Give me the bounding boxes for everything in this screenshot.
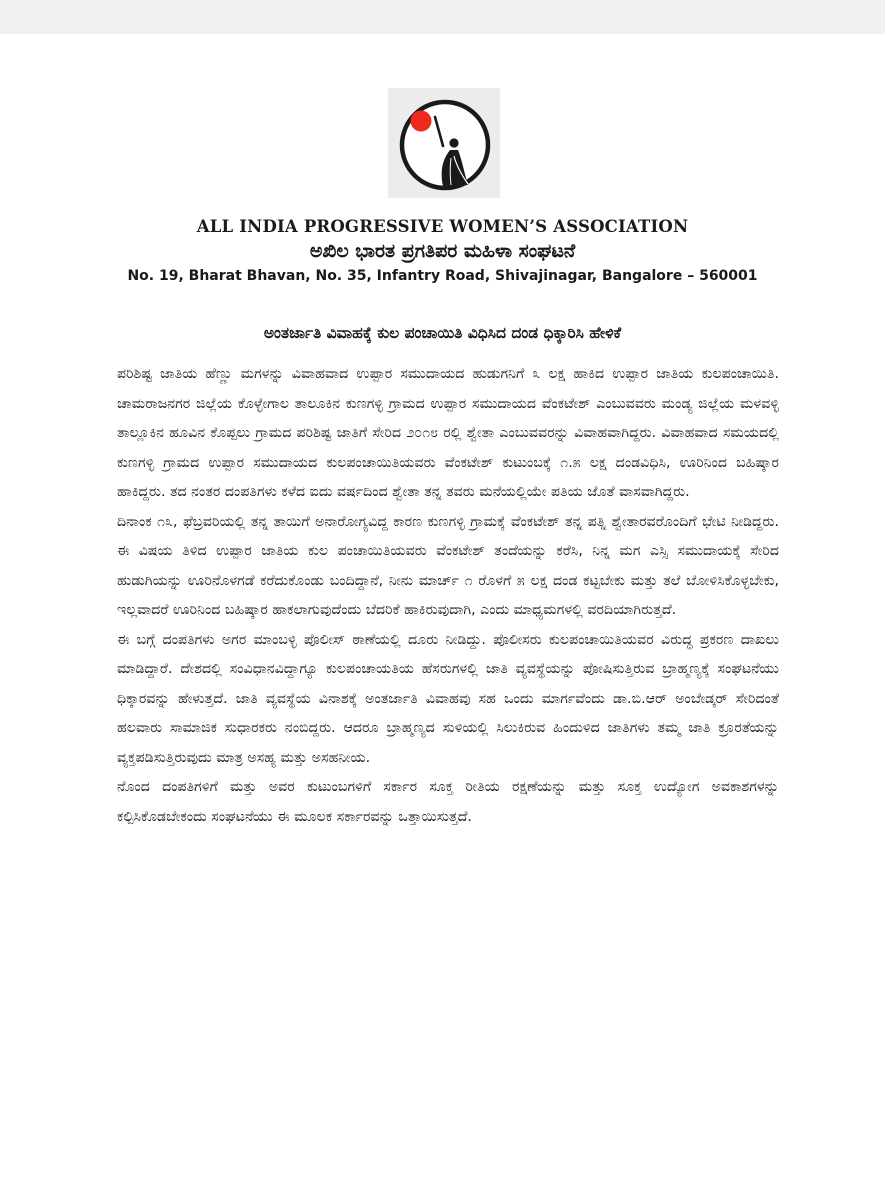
organisation-name-kannada: ಅಖಿಲ ಭಾರತ ಪ್ರಗತಿಪರ ಮಹಿಳಾ ಸಂಘಟನೆ [309,240,576,262]
statement-title: ಅಂತರ್ಜಾತಿ ವಿವಾಹಕ್ಕೆ ಕುಲ ಪಂಚಾಯಿತಿ ವಿಧಿಸಿದ ದಂಡ ಧಿಕ್ಕಾರಿಸಿ ಹೇಳಿಕೆ [263,324,622,342]
sun-icon [411,111,432,132]
statement-paragraph: ದಿನಾಂಕ ೧೩, ಫೆಬ್ರವರಿಯಲ್ಲಿ ತನ್ನ ತಾಯಿಗೆ ಅನಾರೋಗ್ಯವಿದ್ದ ಕಾರಣ ಕುಣಗಳ್ಳಿ ಗ್ರಾಮಕ್ಕೆ ವೆಂಕಟೇಶ್ ತನ್ನ ಪತ್ನಿ ಶ್ವೇತಾರವರೊಂದಿಗೆ ಭೇಟಿ ನೀಡಿದ್ದರು. ಈ ವಿಷಯ ತಿಳಿದ ಉಪ್ಪಾರ ಜಾತಿಯ ಕುಲ ಪಂಚಾಯಿತಿಯವರು ವೆಂಕಟೇಶ್ ತಂದೆಯನ್ನು ಕರೆಸಿ, ನಿನ್ನ ಮಗ ಎಸ್ಸಿ ಸಮುದಾಯಕ್ಕೆ ಸೇರಿದ ಹುಡುಗಿಯನ್ನು ಊರಿನೊಳಗಡೆ ಕರೆದುಕೊಂಡು ಬಂದಿದ್ದಾನೆ, ನೀನು ಮಾರ್ಚ್ ೧ ರೊಳಗೆ ೫ ಲಕ್ಷ ದಂಡ ಕಟ್ಟಬೇಕು ಮತ್ತು ತಲೆ ಬೋಳಿಸಿಕೊಳ್ಳಬೇಕು, ಇಲ್ಲವಾದರೆ ಊರಿನಿಂದ ಬಹಿಷ್ಕಾರ ಹಾಕಲಾಗುವುದೆಂದು ಬೆದರಿಕೆ ಹಾಕಿರುವುದಾಗಿ, ಎಂದು ಮಾಧ್ಯಮಗಳಲ್ಲಿ ವರದಿಯಾಗಿರುತ್ತದೆ. [117,513,779,618]
statement-body [117,360,779,832]
aipwa-logo [388,88,500,198]
statement-paragraph: ಈ ಬಗ್ಗೆ ದಂಪತಿಗಳು ಅಗರ ಮಾಂಬಳ್ಳಿ ಪೊಲೀಸ್ ಠಾಣೆಯಲ್ಲಿ ದೂರು ನೀಡಿದ್ದು. ಪೊಲೀಸರು ಕುಲಪಂಚಾಯಿತಿಯವರ ವಿರುದ್ಧ ಪ್ರಕರಣ ದಾಖಲು ಮಾಡಿದ್ದಾರೆ. ದೇಶದಲ್ಲಿ ಸಂವಿಧಾನವಿದ್ದಾಗ್ಯೂ ಕುಲಪಂಚಾಯತಿಯ ಹೆಸರುಗಳಲ್ಲಿ ಜಾತಿ ವ್ಯವಸ್ಥೆಯನ್ನು ಪೋಷಿಸುತ್ತಿರುವ ಬ್ರಾಹ್ಮಣ್ಯಕ್ಕೆ ಸಂಘಟನೆಯು ಧಿಕ್ಕಾರವನ್ನು ಹೇಳುತ್ತದೆ. ಜಾತಿ ವ್ಯವಸ್ಥೆಯ ವಿನಾಶಕ್ಕೆ ಅಂತರ್ಜಾತಿ ವಿವಾಹವು ಸಹ ಒಂದು ಮಾರ್ಗವೆಂದು ಡಾ.ಬಿ.ಆರ್ ಅಂಬೇಡ್ಕರ್ ಸೇರಿದಂತೆ ಹಲವಾರು ಸಾಮಾಜಿಕ ಸುಧಾರಕರು ನಂಬಿದ್ದರು. ಆದರೂ ಬ್ರಾಹ್ಮಣ್ಯದ ಸುಳಿಯಲ್ಲಿ ಸಿಲುಕಿರುವ ಹಿಂದುಳಿದ ಜಾತಿಗಳು ತಮ್ಮ ಜಾತಿ ಕ್ರೂರತೆಯನ್ನು ವ್ಯಕ್ತಪಡಿಸುತ್ತಿರುವುದು ಮಾತ್ರ ಅಸಹ್ಯ ಮತ್ತು ಅಸಹನೀಯ. [117,631,779,766]
organisation-name-english: ALL INDIA PROGRESSIVE WOMEN’S ASSOCIATION [196,217,689,236]
woman-reaching-sun-logo-icon [388,88,500,198]
viewer-top-bar [0,0,885,34]
organisation-address: No. 19, Bharat Bhavan, No. 35, Infantry Road, Shivajinagar, Bangalore – 560001 [127,268,758,284]
statement-paragraph: ನೊಂದ ದಂಪತಿಗಳಿಗೆ ಮತ್ತು ಅವರ ಕುಟುಂಬಗಳಿಗೆ ಸರ್ಕಾರ ಸೂಕ್ತ ರೀತಿಯ ರಕ್ಷಣೆಯನ್ನು ಮತ್ತು ಸೂಕ್ತ ಉದ್ಯೋಗ ಅವಕಾಶಗಳನ್ನು ಕಲ್ಪಿಸಿಕೊಡಬೇಕಂದು ಸಂಘಟನೆಯು ಈ ಮೂಲಕ ಸರ್ಕಾರವನ್ನು ಒತ್ತಾಯಿಸುತ್ತದೆ. [117,779,779,825]
statement-paragraph: ಪರಿಶಿಷ್ಟ ಜಾತಿಯ ಹೆಣ್ಣು ಮಗಳನ್ನು ವಿವಾಹವಾದ ಉಪ್ಪಾರ ಸಮುದಾಯದ ಹುಡುಗನಿಗೆ ೩ ಲಕ್ಷ ಹಾಕಿದ ಉಪ್ಪಾರ ಜಾತಿಯ ಕುಲಪಂಚಾಯಿತಿ. ಚಾಮರಾಜನಗರ ಜಿಲ್ಲೆಯ ಕೊಳ್ಳೇಗಾಲ ತಾಲೂಕಿನ ಕುಣಗಳ್ಳಿ ಗ್ರಾಮದ ಉಪ್ಪಾರ ಸಮುದಾಯದ ವೆಂಕಟೇಶ್ ಎಂಬುವವರು ಮಂಡ್ಯ ಜಿಲ್ಲೆಯ ಮಳವಳ್ಳಿ ತಾಲ್ಲೂಕಿನ ಹೂವಿನ ಕೊಪ್ಪಲು ಗ್ರಾಮದ ಪರಿಶಿಷ್ಟ ಜಾತಿಗೆ ಸೇರಿದ ೨೦೧೮ ರಲ್ಲಿ ಶ್ವೇತಾ ಎಂಬುವವರನ್ನು ವಿವಾಹವಾಗಿದ್ದರು. ವಿವಾಹವಾದ ಸಮಯದಲ್ಲಿ ಕುಣಗಳ್ಳಿ ಗ್ರಾಮದ ಉಪ್ಪಾರ ಸಮುದಾಯದ ಕುಲಪಂಚಾಯಿತಿಯವರು ವೆಂಕಟೇಶ್ ಕುಟುಂಬಕ್ಕೆ ೧.೫ ಲಕ್ಷ ದಂಡವಿಧಿಸಿ, ಊರಿನಿಂದ ಬಹಿಷ್ಕಾರ ಹಾಕಿದ್ದರು. ತದ ನಂತರ ದಂಪತಿಗಳು ಕಳೆದ ಐದು ವರ್ಷದಿಂದ ಶ್ವೇತಾ ತನ್ನ ತವರು ಮನೆಯಲ್ಲಿಯೇ ಪತಿಯ ಜೊತೆ ವಾಸವಾಗಿದ್ದರು. [117,366,779,500]
